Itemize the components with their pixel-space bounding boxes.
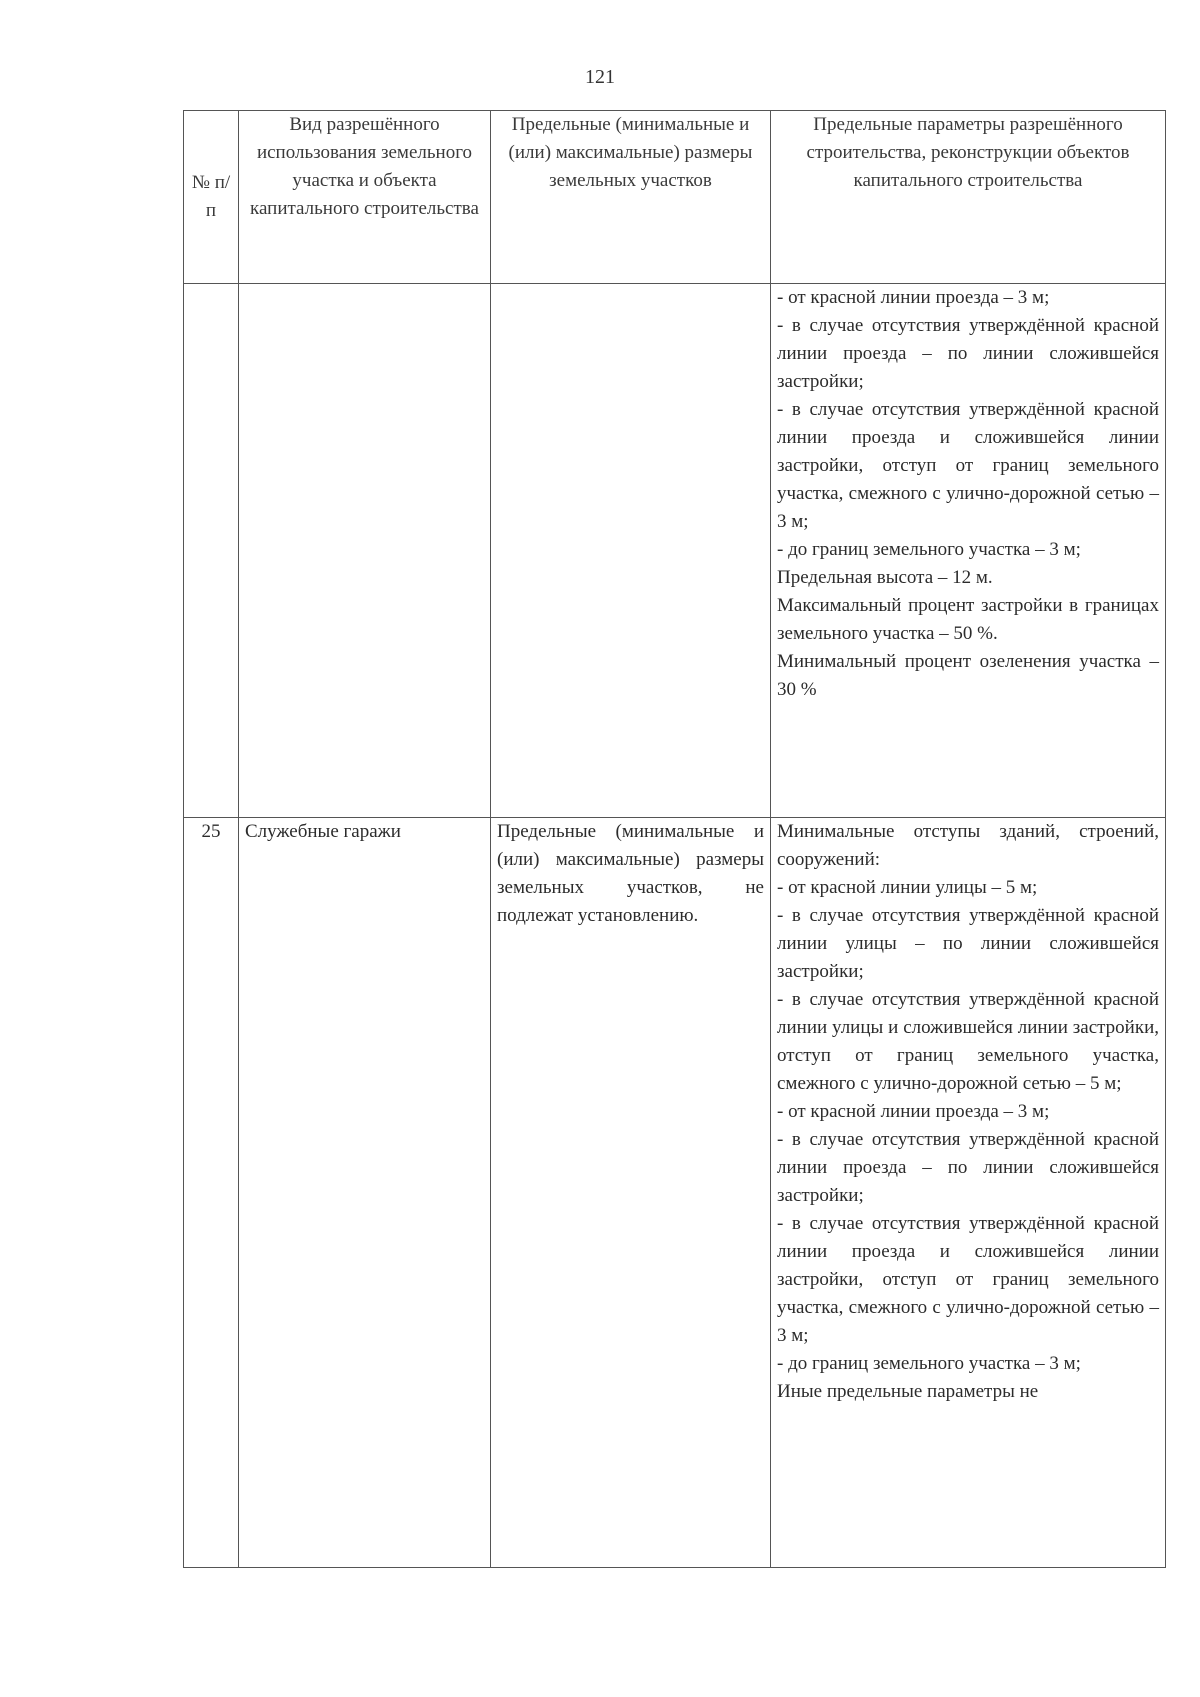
param-line: - в случае отсутствия утверждённой красной линии проезда – по линии сложившейся застройки; <box>777 1129 1159 1206</box>
param-line: Минимальный процент озеленения участка – 30 % <box>777 651 1159 700</box>
param-line: - до границ земельного участка – 3 м; <box>777 1353 1081 1374</box>
param-line: - в случае отсутствия утверждённой красной линии улицы и сложившейся линии застройки, отступ от границ земельного участка, смежного с улично-дорожной сетью – 5 м; <box>777 989 1159 1094</box>
param-line: - от красной линии улицы – 5 м; <box>777 877 1038 898</box>
header-construction-params: Предельные параметры разрешённого строительства, реконструкции объектов капитального строительства <box>771 111 1166 284</box>
param-line: - в случае отсутствия утверждённой красной линии проезда – по линии сложившейся застройки; <box>777 315 1159 392</box>
row-num <box>184 284 239 818</box>
zoning-parameters-table <box>183 110 1166 1568</box>
header-plot-sizes: Предельные (минимальные и (или) максимальные) размеры земельных участков <box>491 111 771 284</box>
param-line: Предельная высота – 12 м. <box>777 567 993 588</box>
row-plot-sizes <box>491 818 771 1568</box>
param-line: Максимальный процент застройки в границах земельного участка – 50 %. <box>777 595 1159 644</box>
table-row-continuation <box>184 284 1166 818</box>
row-construction-params <box>771 284 1166 818</box>
param-line: - в случае отсутствия утверждённой красной линии улицы – по линии сложившейся застройки; <box>777 905 1159 982</box>
row-usage-type <box>239 284 491 818</box>
header-num: № п/п <box>184 111 239 284</box>
param-line: - до границ земельного участка – 3 м; <box>777 539 1081 560</box>
param-line: - от красной линии проезда – 3 м; <box>777 287 1050 308</box>
row-usage-type: Служебные гаражи <box>239 818 491 1568</box>
param-line: Иные предельные параметры не <box>777 1381 1039 1402</box>
row-num: 25 <box>184 818 239 1568</box>
table-header-row <box>184 111 1166 284</box>
plot-sizes-text: Предельные (минимальные и (или) максимальные) размеры земельных участков, не подлежат установлению. <box>497 821 764 926</box>
param-line: Минимальные отступы зданий, строений, сооружений: <box>777 821 1159 870</box>
param-line: - в случае отсутствия утверждённой красной линии проезда и сложившейся линии застройки, отступ от границ земельного участка, смежного с улично-дорожной сетью – 3 м; <box>777 399 1159 532</box>
row-plot-sizes <box>491 284 771 818</box>
page-number: 121 <box>585 66 615 88</box>
param-line: - от красной линии проезда – 3 м; <box>777 1101 1050 1122</box>
row-construction-params <box>771 818 1166 1568</box>
table-row-25 <box>184 818 1166 1568</box>
param-line: - в случае отсутствия утверждённой красной линии проезда и сложившейся линии застройки, отступ от границ земельного участка, смежного с улично-дорожной сетью – 3 м; <box>777 1213 1159 1346</box>
header-usage-type: Вид разрешённого использования земельного участка и объекта капитального строительства <box>239 111 491 284</box>
